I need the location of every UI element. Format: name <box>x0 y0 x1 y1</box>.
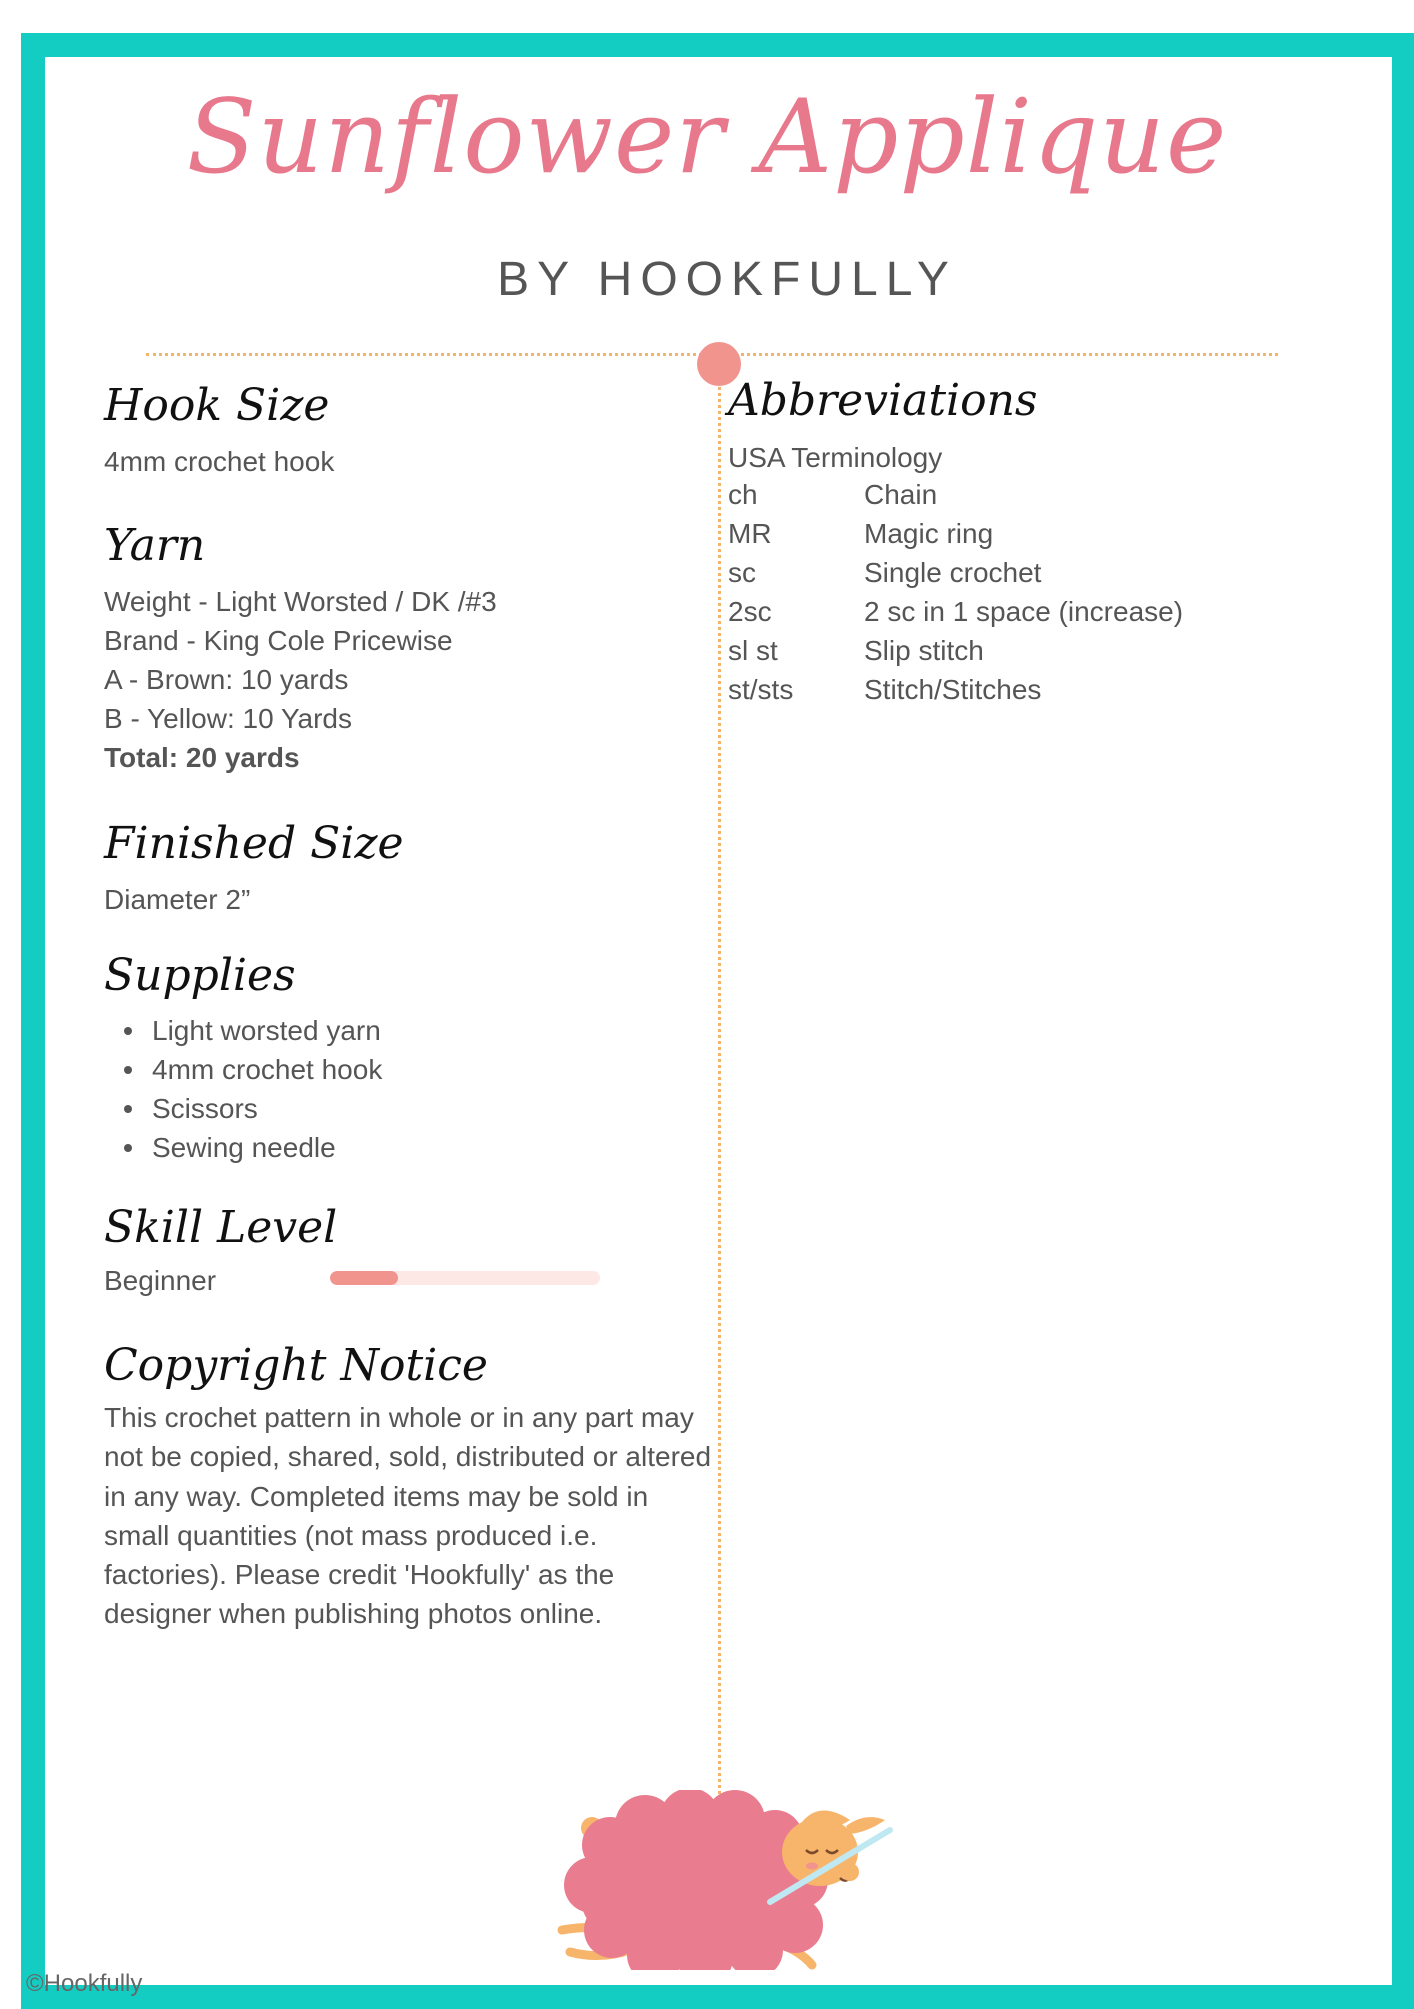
abbr-meaning: 2 sc in 1 space (increase) <box>864 596 1184 627</box>
yarn-total: Total: 20 yards <box>104 742 300 773</box>
yarn-heading: Yarn <box>104 520 206 571</box>
abbr-meaning: Slip stitch <box>864 635 984 666</box>
hook-size-value: 4mm crochet hook <box>104 446 335 477</box>
yarn-color-a: A - Brown: 10 yards <box>104 664 349 695</box>
abbr-key: sc <box>728 557 756 588</box>
abbr-key: 2sc <box>728 596 772 627</box>
table-row <box>728 631 1183 670</box>
terminology-label: USA Terminology <box>728 442 943 473</box>
skill-level-bar <box>330 1271 600 1285</box>
skill-level-value: Beginner <box>104 1265 217 1296</box>
abbreviations-heading: Abbreviations <box>728 375 1038 426</box>
yarn-weight: Weight - Light Worsted / DK /#3 <box>104 586 497 617</box>
yarn-brand: Brand - King Cole Pricewise <box>104 625 453 656</box>
table-row <box>728 553 1183 592</box>
list-item: Sewing needle <box>152 1128 382 1167</box>
abbr-key: ch <box>728 479 758 510</box>
supplies-heading: Supplies <box>104 950 296 1001</box>
skill-level-fill <box>330 1271 398 1285</box>
hook-size-heading: Hook Size <box>104 380 330 431</box>
list-item: Scissors <box>152 1089 382 1128</box>
abbreviations-table <box>728 475 1183 709</box>
copyright-text: This crochet pattern in whole or in any part may not be copied, shared, sold, distributed or altered in any way. Completed items may be sold in small quantities (not mass produced i.e. factories). Please credit 'Hookfully' as the designer when publishing photos online. <box>104 1402 712 1630</box>
abbr-meaning: Stitch/Stitches <box>864 674 1042 705</box>
abbr-key: sl st <box>728 635 778 666</box>
abbr-key: st/sts <box>728 674 794 705</box>
abbr-meaning: Chain <box>864 479 938 510</box>
yarn-details <box>104 582 497 777</box>
list-item: Light worsted yarn <box>152 1011 382 1050</box>
finished-size-heading: Finished Size <box>104 818 404 869</box>
skill-level-heading: Skill Level <box>104 1202 338 1253</box>
table-row <box>728 514 1183 553</box>
copyright-heading: Copyright Notice <box>104 1340 488 1391</box>
table-row <box>728 592 1183 631</box>
abbr-key: MR <box>728 518 772 549</box>
sheep-crocheting-icon <box>550 1790 930 1970</box>
table-row <box>728 475 1183 514</box>
vertical-divider <box>718 362 721 1814</box>
abbr-meaning: Magic ring <box>864 518 994 549</box>
finished-size-value: Diameter 2” <box>104 884 251 915</box>
page-title: Sunflower Applique <box>186 78 1228 197</box>
abbr-meaning: Single crochet <box>864 557 1042 588</box>
list-item: 4mm crochet hook <box>152 1050 382 1089</box>
footer-copyright: ©Hookfully <box>26 1970 143 1997</box>
byline: BY HOOKFULLY <box>497 253 957 306</box>
table-row <box>728 670 1183 709</box>
supplies-list <box>116 1011 382 1167</box>
yarn-color-b: B - Yellow: 10 Yards <box>104 703 353 734</box>
